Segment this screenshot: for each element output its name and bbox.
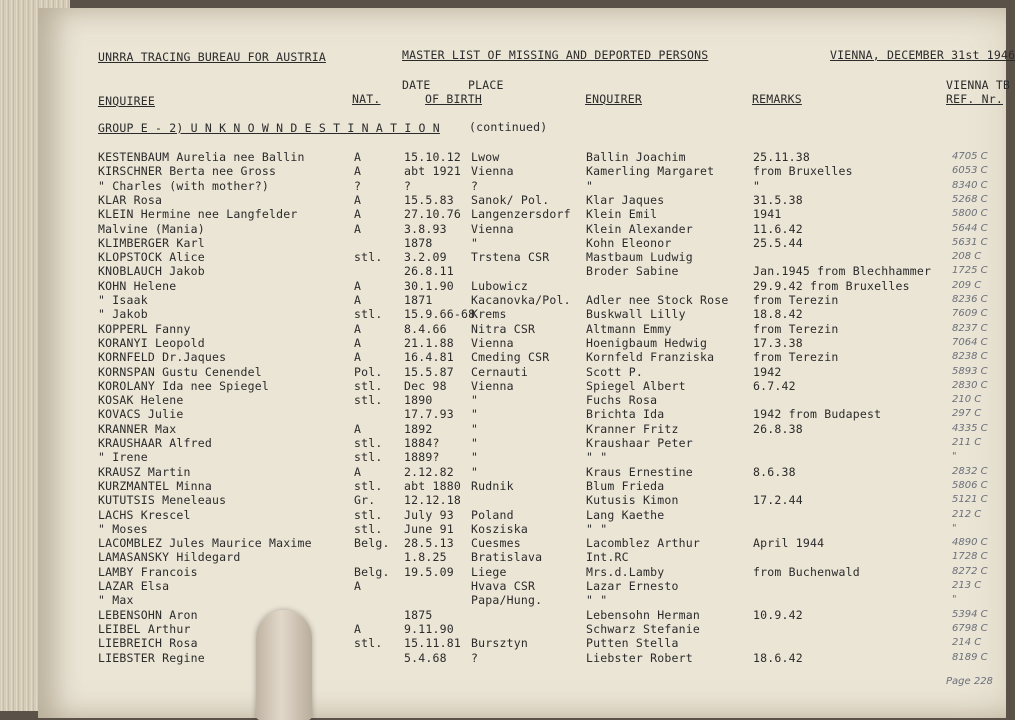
birth-place: " [471,422,479,436]
nationality: A [354,150,362,164]
birth-date: 1892 [404,422,433,436]
ref-number: 5644 C [952,223,988,234]
ref-number: 6798 C [952,623,988,634]
ref-number: 8340 C [952,180,988,191]
col-ref-top: VIENNA TB [946,78,1011,92]
birth-place: " [471,450,479,464]
ref-number: 7609 C [952,308,988,319]
birth-date: 1890 [404,393,433,407]
nationality: A [354,465,362,479]
enquirer-name: Blum Frieda [586,479,665,493]
enquiree-name: Malvine (Mania) [98,222,205,236]
enquirer-name: Lebensohn Herman [586,608,700,622]
enquirer-name: Putten Stella [586,636,679,650]
birth-date: 30.1.90 [404,279,454,293]
nationality: Pol. [354,365,383,379]
remarks: 29.9.42 from Bruxelles [753,279,910,293]
ref-number: 8236 C [952,294,988,305]
enquirer-name: Adler nee Stock Rose [586,293,729,307]
birth-date: 21.1.88 [404,336,454,350]
nationality: A [354,422,362,436]
birth-date: 16.4.81 [404,350,454,364]
enquiree-name: KOHN Helene [98,279,177,293]
col-of-birth: OF BIRTH [425,92,482,106]
enquirer-name: Klar Jaques [586,193,665,207]
ref-number: 6053 C [952,165,988,176]
ref-number: 210 C [952,394,982,405]
enquirer-name: " [586,179,594,193]
birth-date: 9.11.90 [404,622,454,636]
enquirer-name: Scott P. [586,365,643,379]
nationality: Gr. [354,493,376,507]
nationality: stl. [354,250,383,264]
birth-date: 1884? [404,436,440,450]
birth-date: abt 1921 [404,164,461,178]
birth-date: 5.4.68 [404,651,447,665]
birth-place: " [471,465,479,479]
remarks: 26.8.38 [753,422,803,436]
ref-number: " [952,451,957,462]
col-date-top: DATE [402,78,431,92]
ref-number: 5394 C [952,609,988,620]
nationality: stl. [354,508,383,522]
enquiree-name: KRANNER Max [98,422,177,436]
enquiree-name: " Isaak [98,293,148,307]
enquirer-name: Lang Kaethe [586,508,665,522]
enquiree-name: " Irene [98,450,148,464]
col-enquirer: ENQUIRER [585,92,642,106]
enquirer-name: Kranner Fritz [586,422,679,436]
nationality: stl. [354,436,383,450]
ref-number: 213 C [952,580,982,591]
birth-place: Krems [471,307,507,321]
remarks: 11.6.42 [753,222,803,236]
birth-date: ? [404,179,412,193]
remarks: from Terezin [753,322,839,336]
birth-date: July 93 [404,508,454,522]
remarks: 17.3.38 [753,336,803,350]
birth-date: 8.4.66 [404,322,447,336]
birth-date: 1.8.25 [404,550,447,564]
remarks: 18.6.42 [753,651,803,665]
ref-number: 5800 C [952,208,988,219]
remarks: 10.9.42 [753,608,803,622]
enquiree-name: LACHS Krescel [98,508,191,522]
enquirer-name: Int.RC [586,550,629,564]
nationality: stl. [354,522,383,536]
remarks: 25.5.44 [753,236,803,250]
group-title: GROUP E - 2) U N K N O W N D E S T I N A T I O N [98,121,440,135]
birth-date: 3.2.09 [404,250,447,264]
enquiree-name: KOSAK Helene [98,393,184,407]
ref-number: 1728 C [952,551,988,562]
enquirer-name: Mrs.d.Lamby [586,565,665,579]
enquiree-name: KNOBLAUCH Jakob [98,264,205,278]
birth-place: Hvava CSR [471,579,536,593]
birth-place: Cernauti [471,365,528,379]
ref-number: 2830 C [952,380,988,391]
ref-number: 4705 C [952,151,988,162]
enquiree-name: KLOPSTOCK Alice [98,250,205,264]
enquirer-name: Broder Sabine [586,264,679,278]
birth-place: Liege [471,565,507,579]
nationality: A [354,207,362,221]
birth-place: Vienna [471,164,514,178]
birth-place: Kosziska [471,522,528,536]
enquiree-name: KORANYI Leopold [98,336,205,350]
enquirer-name: Klein Alexander [586,222,693,236]
birth-place: Cmeding CSR [471,350,550,364]
birth-place: Kacanovka/Pol. [471,293,571,307]
birth-place: ? [471,651,479,665]
ref-number: 4335 C [952,423,988,434]
enquirer-name: Kohn Eleonor [586,236,672,250]
remarks: Jan.1945 from Blechhammer [753,264,932,278]
ref-number: 297 C [952,408,982,419]
enquirer-name: Lacomblez Arthur [586,536,700,550]
birth-place: " [471,236,479,250]
ref-number: 7064 C [952,337,988,348]
col-ref-bottom: REF. Nr. [946,92,1003,106]
col-enquiree: ENQUIREE [98,94,155,108]
ref-number: 5268 C [952,194,988,205]
enquirer-name: " " [586,450,608,464]
birth-place: Papa/Hung. [471,593,543,607]
enquirer-name: Kutusis Kimon [586,493,679,507]
enquiree-name: LEIBEL Arthur [98,622,191,636]
enquirer-name: Kraushaar Peter [586,436,693,450]
remarks: April 1944 [753,536,825,550]
nationality: A [354,322,362,336]
enquirer-name: Brichta Ida [586,407,665,421]
birth-place: ? [471,179,479,193]
birth-place: Bratislava [471,550,543,564]
page-number: Page 228 [946,676,993,687]
ref-number: 5806 C [952,480,988,491]
col-place-top: PLACE [468,78,504,92]
remarks: from Terezin [753,350,839,364]
remarks: from Terezin [753,293,839,307]
ref-number: 5893 C [952,366,988,377]
enquirer-name: Kornfeld Franziska [586,350,715,364]
enquiree-name: LACOMBLEZ Jules Maurice Maxime [98,536,312,550]
nationality: stl. [354,636,383,650]
remarks: 25.11.38 [753,150,810,164]
nationality: Belg. [354,536,390,550]
enquiree-name: KOVACS Julie [98,407,184,421]
enquirer-name: " " [586,522,608,536]
ref-number: 1725 C [952,265,988,276]
enquiree-name: " Max [98,593,134,607]
enquirer-name: Fuchs Rosa [586,393,658,407]
birth-place: Rudnik [471,479,514,493]
ref-number: 8189 C [952,652,988,663]
list-date: VIENNA, DECEMBER 31st 1946 [830,48,1015,62]
birth-place: " [471,436,479,450]
enquiree-name: KUTUTSIS Meneleaus [98,493,227,507]
birth-place: Vienna [471,336,514,350]
enquirer-name: " " [586,593,608,607]
ref-number: 8237 C [952,323,988,334]
remarks: 8.6.38 [753,465,796,479]
birth-place: Vienna [471,379,514,393]
group-suffix: (continued) [469,120,548,134]
birth-place: Trstena CSR [471,250,550,264]
enquiree-name: LAZAR Elsa [98,579,170,593]
enquiree-name: KRAUSZ Martin [98,465,191,479]
ref-number: 4890 C [952,537,988,548]
birth-date: 15.10.12 [404,150,461,164]
enquirer-name: Hoenigbaum Hedwig [586,336,708,350]
remarks: " [753,179,761,193]
birth-place: Lwow [471,150,500,164]
birth-date: 19.5.09 [404,565,454,579]
remarks: 1941 [753,207,782,221]
birth-date: Dec 98 [404,379,447,393]
enquiree-name: KLIMBERGER Karl [98,236,205,250]
birth-date: 1871 [404,293,433,307]
bureau-title: UNRRA TRACING BUREAU FOR AUSTRIA [98,50,326,64]
enquiree-name: LEBENSOHN Aron [98,608,198,622]
enquiree-name: LAMASANSKY Hildegard [98,550,241,564]
enquiree-name: LIEBREICH Rosa [98,636,198,650]
enquiree-name: KLAR Rosa [98,193,163,207]
birth-place: Vienna [471,222,514,236]
enquirer-name: Mastbaum Ludwig [586,250,693,264]
enquiree-name: KURZMANTEL Minna [98,479,212,493]
nationality: stl. [354,379,383,393]
list-title: MASTER LIST OF MISSING AND DEPORTED PERSONS [402,48,709,62]
ref-number: 214 C [952,637,982,648]
birth-place: Cuesmes [471,536,521,550]
nationality: stl. [354,393,383,407]
nationality: ? [354,179,362,193]
ref-number: 211 C [952,437,982,448]
enquiree-name: KLEIN Hermine nee Langfelder [98,207,298,221]
enquiree-name: LIEBSTER Regine [98,651,205,665]
thumb-holding-page [256,610,312,720]
enquirer-name: Kraus Ernestine [586,465,693,479]
nationality: A [354,622,362,636]
remarks: 1942 [753,365,782,379]
birth-place: Langenzersdorf [471,207,571,221]
enquirer-name: Altmann Emmy [586,322,672,336]
birth-date: 27.10.76 [404,207,461,221]
remarks: 18.8.42 [753,307,803,321]
birth-date: 1878 [404,236,433,250]
ref-number: 212 C [952,509,982,520]
nationality: A [354,193,362,207]
nationality: stl. [354,479,383,493]
birth-date: 15.11.81 [404,636,461,650]
birth-date: 15.5.83 [404,193,454,207]
birth-date: 2.12.82 [404,465,454,479]
birth-place: Bursztyn [471,636,528,650]
ref-number: 208 C [952,251,982,262]
nationality: A [354,350,362,364]
remarks: 1942 from Budapest [753,407,882,421]
enquirer-name: Klein Emil [586,207,658,221]
nationality: A [354,279,362,293]
enquirer-name: Buskwall Lilly [586,307,686,321]
nationality: A [354,336,362,350]
birth-place: " [471,407,479,421]
birth-date: abt 1880 [404,479,461,493]
nationality: stl. [354,450,383,464]
birth-place: Sanok/ Pol. [471,193,550,207]
remarks: 17.2.44 [753,493,803,507]
enquiree-name: KOROLANY Ida nee Spiegel [98,379,269,393]
birth-date: 15.5.87 [404,365,454,379]
enquirer-name: Lazar Ernesto [586,579,679,593]
ref-number: 8238 C [952,351,988,362]
col-nat: NAT. [352,92,381,106]
enquiree-name: KRAUSHAAR Alfred [98,436,212,450]
remarks: 6.7.42 [753,379,796,393]
birth-date: 17.7.93 [404,407,454,421]
birth-date: 12.12.18 [404,493,461,507]
enquirer-name: Liebster Robert [586,651,693,665]
nationality: Belg. [354,565,390,579]
birth-place: Poland [471,508,514,522]
enquiree-name: " Jakob [98,307,148,321]
ref-number: 8272 C [952,566,988,577]
ref-number: 2832 C [952,466,988,477]
ref-number: " [952,594,957,605]
birth-place: Nitra CSR [471,322,536,336]
nationality: A [354,222,362,236]
remarks: from Bruxelles [753,164,853,178]
birth-date: 1875 [404,608,433,622]
enquiree-name: " Charles (with mother?) [98,179,269,193]
birth-date: 26.8.11 [404,264,454,278]
enquiree-name: KOPPERL Fanny [98,322,191,336]
enquiree-name: KORNFELD Dr.Jaques [98,350,227,364]
birth-date: 3.8.93 [404,222,447,236]
enquirer-name: Spiegel Albert [586,379,686,393]
nationality: stl. [354,307,383,321]
enquirer-name: Schwarz Stefanie [586,622,700,636]
birth-date: 28.5.13 [404,536,454,550]
nationality: A [354,579,362,593]
nationality: A [354,293,362,307]
remarks: from Buchenwald [753,565,860,579]
enquirer-name: Ballin Joachim [586,150,686,164]
remarks: 31.5.38 [753,193,803,207]
birth-place: Lubowicz [471,279,528,293]
enquiree-name: " Moses [98,522,148,536]
enquiree-name: KIRSCHNER Berta nee Gross [98,164,277,178]
ref-number: 5121 C [952,494,988,505]
ref-number: 5631 C [952,237,988,248]
birth-date: 15.9.66-68 [404,307,476,321]
col-remarks: REMARKS [752,92,802,106]
enquiree-name: KESTENBAUM Aurelia nee Ballin [98,150,305,164]
ref-number: 209 C [952,280,982,291]
enquirer-name: Kamerling Margaret [586,164,715,178]
birth-date: 1889? [404,450,440,464]
enquiree-name: KORNSPAN Gustu Cenendel [98,365,262,379]
birth-place: " [471,393,479,407]
enquiree-name: LAMBY Francois [98,565,198,579]
ref-number: " [952,523,957,534]
birth-date: June 91 [404,522,454,536]
nationality: A [354,164,362,178]
